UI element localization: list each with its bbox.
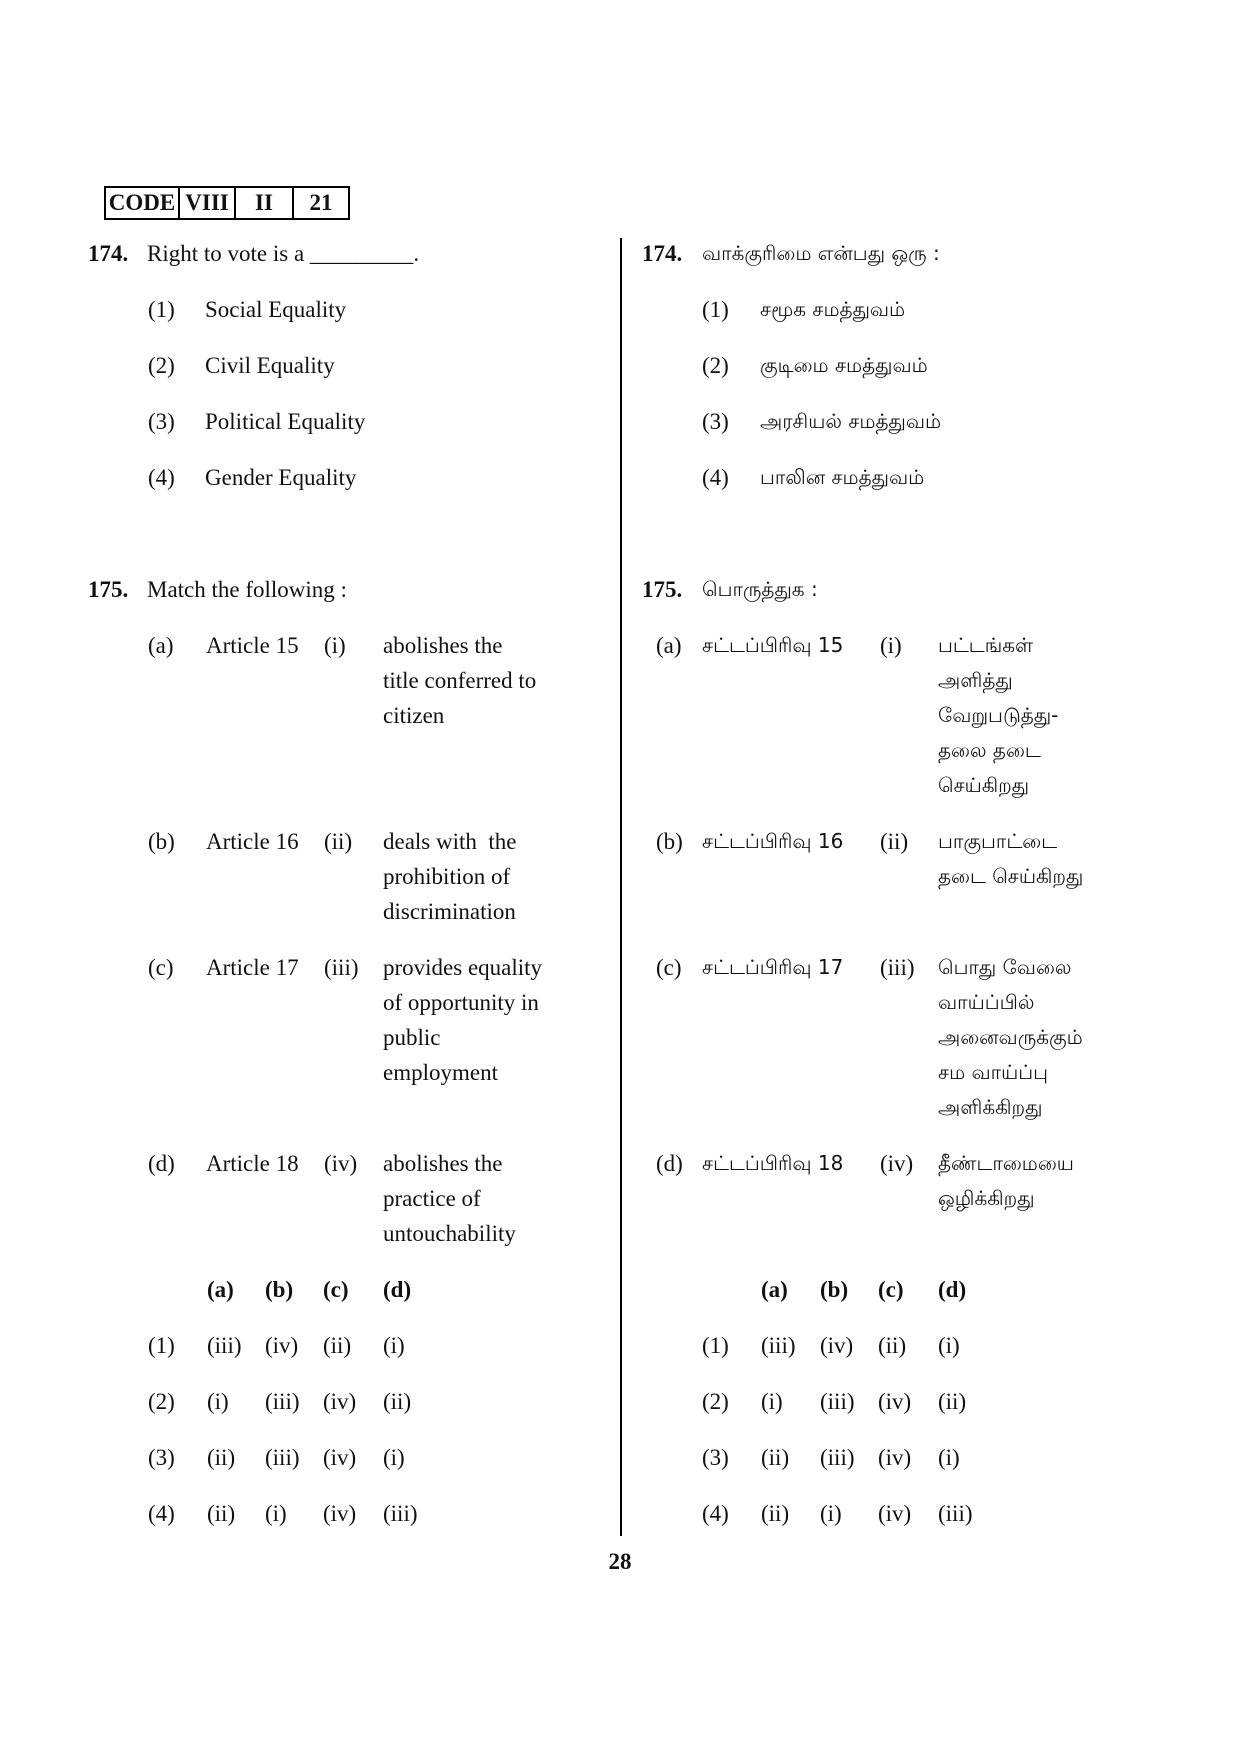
answer-cell: (ii): [207, 1445, 236, 1470]
answer-cell: (iv): [820, 1333, 854, 1358]
answer-header: (d): [383, 1277, 412, 1302]
answer-cell: (iii): [207, 1333, 242, 1358]
match-right-line: discrimination: [383, 899, 516, 924]
match-right-line: அளிக்கிறது: [938, 1095, 1043, 1119]
option-number: (1): [702, 1333, 729, 1358]
option-number: (2): [702, 1389, 729, 1414]
option-number: (4): [702, 465, 729, 490]
match-left: சட்டப்பிரிவு 15: [702, 633, 844, 657]
match-left: சட்டப்பிரிவு 16: [702, 829, 844, 853]
match-right-line: public: [383, 1025, 441, 1050]
answer-cell: (ii): [761, 1501, 790, 1526]
answer-cell: (iii): [820, 1389, 855, 1414]
match-roman: (i): [880, 633, 902, 658]
match-letter: (d): [148, 1151, 175, 1176]
option-text: Gender Equality: [205, 465, 357, 490]
question-number: 174.: [642, 241, 683, 266]
match-right-line: employment: [383, 1060, 498, 1085]
code-cell: II: [234, 188, 292, 218]
option-text: அரசியல் சமத்துவம்: [760, 409, 942, 433]
option-number: (1): [148, 1333, 175, 1358]
match-roman: (iv): [880, 1151, 914, 1176]
answer-cell: (iii): [265, 1389, 300, 1414]
match-left: Article 16: [206, 829, 299, 854]
match-right-line: prohibition of: [383, 864, 511, 889]
option-number: (4): [702, 1501, 729, 1526]
option-text: பாலின சமத்துவம்: [760, 465, 925, 489]
match-right-line: of opportunity in: [383, 990, 539, 1015]
match-letter: (c): [148, 955, 174, 980]
match-right-line: abolishes the: [383, 1151, 503, 1176]
answer-cell: (iii): [820, 1445, 855, 1470]
answer-cell: (iii): [383, 1501, 418, 1526]
match-right-line: title conferred to: [383, 668, 537, 693]
option-text: Civil Equality: [205, 353, 335, 378]
question-number: 175.: [642, 577, 683, 602]
option-text: சமூக சமத்துவம்: [760, 297, 906, 321]
option-number: (1): [148, 297, 175, 322]
answer-cell: (iv): [878, 1389, 912, 1414]
match-right-line: அளித்து: [938, 668, 1013, 692]
match-letter: (c): [656, 955, 682, 980]
match-right-line: சம வாய்ப்பு: [938, 1060, 1049, 1084]
match-right-line: தலை தடை: [938, 738, 1041, 762]
option-text: Political Equality: [205, 409, 366, 434]
code-box: [104, 186, 350, 220]
option-number: (2): [148, 1389, 175, 1414]
match-right-line: பாகுபாட்டை: [938, 829, 1058, 853]
match-right-line: தீண்டாமையை: [938, 1151, 1074, 1175]
match-roman: (ii): [880, 829, 909, 854]
answer-cell: (iv): [323, 1389, 357, 1414]
answer-cell: (ii): [323, 1333, 352, 1358]
answer-cell: (i): [383, 1333, 405, 1358]
match-right-line: practice of: [383, 1186, 481, 1211]
match-letter: (d): [656, 1151, 683, 1176]
answer-cell: (ii): [383, 1389, 412, 1414]
option-number: (2): [702, 353, 729, 378]
page-number: 28: [608, 1549, 632, 1574]
answer-cell: (iv): [265, 1333, 299, 1358]
answer-header: (a): [761, 1277, 788, 1302]
option-number: (3): [702, 1445, 729, 1470]
match-roman: (iii): [324, 955, 359, 980]
match-right-line: பொது வேலை: [938, 955, 1072, 979]
option-number: (3): [148, 409, 175, 434]
answer-header: (b): [265, 1277, 294, 1302]
match-roman: (i): [324, 633, 346, 658]
match-letter: (b): [656, 829, 683, 854]
match-right-line: abolishes the: [383, 633, 503, 658]
match-right-line: வாய்ப்பில்: [938, 990, 1035, 1014]
match-right-line: செய்கிறது: [938, 773, 1030, 797]
question-text: பொருத்துக :: [702, 577, 818, 601]
answer-cell: (iii): [761, 1333, 796, 1358]
question-text: வாக்குரிமை என்பது ஒரு :: [702, 241, 940, 265]
option-number: (4): [148, 465, 175, 490]
match-right-line: ஒழிக்கிறது: [938, 1186, 1035, 1210]
answer-cell: (ii): [207, 1501, 236, 1526]
answer-cell: (ii): [938, 1389, 967, 1414]
option-number: (2): [148, 353, 175, 378]
answer-cell: (iv): [878, 1445, 912, 1470]
match-roman: (ii): [324, 829, 353, 854]
question-text: Match the following :: [147, 577, 347, 602]
match-left: சட்டப்பிரிவு 17: [702, 955, 844, 979]
match-right-line: untouchability: [383, 1221, 516, 1246]
answer-cell: (iii): [938, 1501, 973, 1526]
answer-header: (b): [820, 1277, 849, 1302]
answer-cell: (iv): [323, 1445, 357, 1470]
match-right-line: deals with the: [383, 829, 517, 854]
answer-cell: (ii): [761, 1445, 790, 1470]
answer-cell: (i): [383, 1445, 405, 1470]
match-right-line: அனைவருக்கும்: [938, 1025, 1083, 1049]
match-roman: (iii): [880, 955, 915, 980]
code-cell: VIII: [178, 188, 234, 218]
question-text: Right to vote is a _________.: [147, 241, 420, 266]
match-right-line: citizen: [383, 703, 445, 728]
option-number: (3): [702, 409, 729, 434]
answer-header: (d): [938, 1277, 967, 1302]
option-text: குடிமை சமத்துவம்: [760, 353, 928, 377]
column-divider: [620, 238, 622, 1536]
answer-cell: (i): [265, 1501, 287, 1526]
answer-header: (a): [207, 1277, 234, 1302]
option-number: (1): [702, 297, 729, 322]
match-right-line: தடை செய்கிறது: [938, 864, 1084, 888]
answer-cell: (iv): [878, 1501, 912, 1526]
answer-cell: (i): [761, 1389, 783, 1414]
answer-cell: (i): [938, 1333, 960, 1358]
match-left: Article 15: [206, 633, 299, 658]
answer-cell: (i): [820, 1501, 842, 1526]
answer-cell: (i): [207, 1389, 229, 1414]
match-letter: (b): [148, 829, 175, 854]
match-right-line: பட்டங்கள்: [938, 633, 1034, 657]
answer-cell: (iv): [323, 1501, 357, 1526]
match-right-line: வேறுபடுத்து-: [938, 703, 1059, 727]
match-letter: (a): [656, 633, 682, 658]
option-number: (3): [148, 1445, 175, 1470]
match-left: Article 18: [206, 1151, 299, 1176]
answer-cell: (iii): [265, 1445, 300, 1470]
answer-cell: (i): [938, 1445, 960, 1470]
match-roman: (iv): [324, 1151, 358, 1176]
answer-header: (c): [323, 1277, 349, 1302]
code-label: CODE: [108, 190, 176, 215]
code-cell: 21: [292, 188, 348, 218]
answer-header: (c): [878, 1277, 904, 1302]
question-number: 175.: [88, 577, 129, 602]
option-text: Social Equality: [205, 297, 347, 322]
match-left: Article 17: [206, 955, 299, 980]
answer-cell: (ii): [878, 1333, 907, 1358]
match-letter: (a): [148, 633, 174, 658]
question-number: 174.: [88, 241, 129, 266]
match-left: சட்டப்பிரிவு 18: [702, 1151, 844, 1175]
option-number: (4): [148, 1501, 175, 1526]
match-right-line: provides equality: [383, 955, 543, 980]
